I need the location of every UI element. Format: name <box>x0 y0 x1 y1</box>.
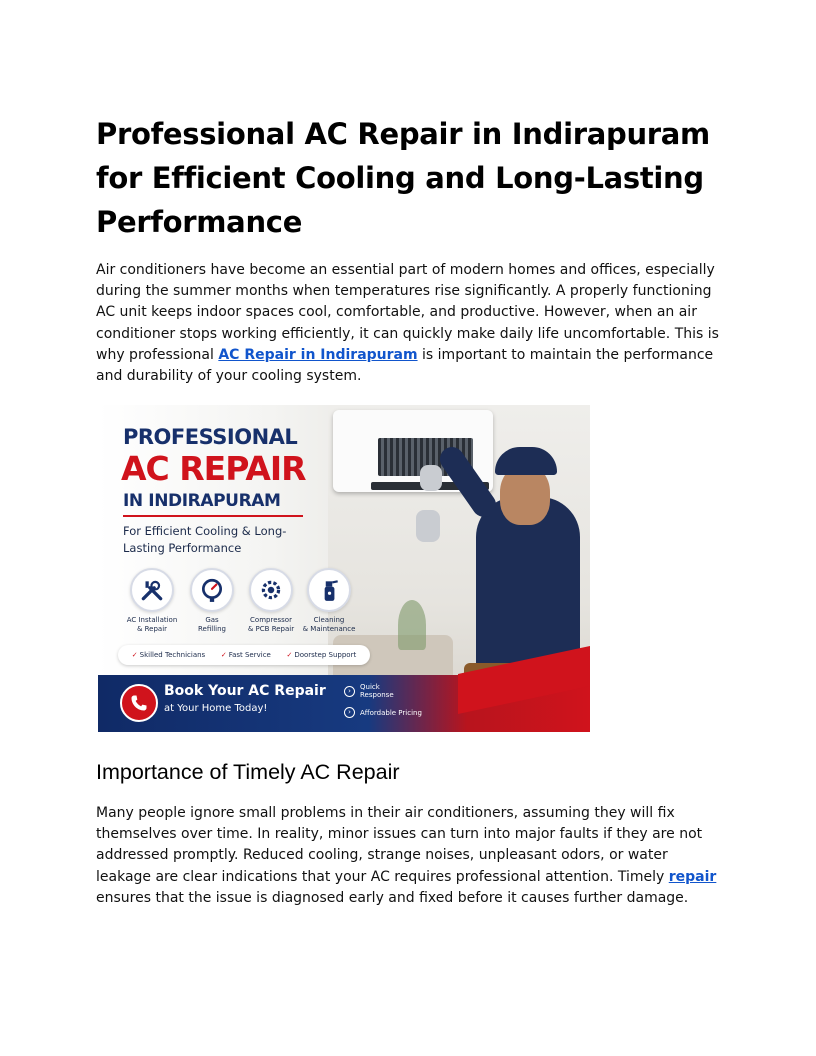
ac-repair-banner-image <box>98 405 590 732</box>
service-label: AC Installation & Repair <box>126 616 178 633</box>
feature-fast-service: ✓ Fast Service <box>220 651 271 659</box>
feature-pill <box>118 645 370 665</box>
section-text-before: Many people ignore small problems in their air conditioners, assuming they will fix themselves over time. In reality, minor issues can turn into major faults if they are not addressed promptly. Reduced cooling, strange noises, unpleasant odors, or water leakage are clear indications that your AC requires professional attention. Timely <box>96 805 703 885</box>
cta-feature-affordable-pricing: › Affordable Pricing <box>344 707 422 718</box>
phone-icon <box>120 684 158 722</box>
service-gas-refilling <box>181 568 243 634</box>
section-heading: Importance of Timely AC Repair <box>96 760 400 784</box>
gear-icon <box>249 568 293 612</box>
banner-plant <box>398 600 426 650</box>
section-paragraph <box>96 803 720 909</box>
service-label: Compressor & PCB Repair <box>247 616 295 633</box>
wrench-screwdriver-icon <box>130 568 174 612</box>
checkmark-icon: ✓ <box>131 651 138 659</box>
service-label: Gas Refilling <box>198 616 226 633</box>
intro-paragraph <box>96 260 720 387</box>
banner-subtitle: For Efficient Cooling & Long-Lasting Performance <box>123 524 287 555</box>
cta-title: Book Your AC Repair <box>164 683 326 699</box>
ac-repair-indirapuram-link[interactable]: AC Repair in Indirapuram <box>218 346 418 363</box>
feature-doorstep-support: ✓ Doorstep Support <box>286 651 357 659</box>
service-cleaning <box>298 568 360 634</box>
section-text-after: ensures that the issue is diagnosed early and fixed before it causes further damage. <box>96 889 689 906</box>
chevron-right-icon: › <box>344 707 355 718</box>
cta-feature-quick-response: › Quick Response <box>344 683 402 699</box>
banner-heading-professional: PROFESSIONAL <box>123 425 298 449</box>
feature-skilled-technicians: ✓ Skilled Technicians <box>131 651 206 659</box>
intro-text-before: Air conditioners have become an essential part of modern homes and offices, especially during the summer months when temperatures rise significantly. A properly functioning AC unit keeps indoor spaces cool, comfortable, and productive. However, when an air conditioner stops working efficiently, it can quickly make daily life uncomfortable. This is why professional <box>96 262 719 363</box>
checkmark-icon: ✓ <box>220 651 227 659</box>
banner-divider <box>123 515 303 517</box>
repair-link[interactable]: repair <box>668 868 717 885</box>
clock-icon: › <box>344 686 355 697</box>
banner-heading-ac-repair: AC REPAIR <box>121 449 306 488</box>
service-ac-installation <box>121 568 183 634</box>
service-label: Cleaning & Maintenance <box>302 616 356 633</box>
service-compressor-pcb <box>240 568 302 634</box>
banner-heading-location: IN INDIRAPURAM <box>123 491 281 511</box>
technician-glove-lower <box>416 510 440 542</box>
gauge-icon <box>190 568 234 612</box>
cta-subtitle: at Your Home Today! <box>164 703 268 714</box>
intro-text-after: is important to maintain the performance and durability of your cooling system. <box>96 346 714 385</box>
checkmark-icon: ✓ <box>286 651 293 659</box>
booking-cta-strip <box>98 675 590 732</box>
spray-bottle-icon <box>307 568 351 612</box>
technician-glove-upper <box>420 465 442 491</box>
page-title: Professional AC Repair in Indirapuram for Efficient Cooling and Long-Lasting Performance <box>96 117 710 239</box>
